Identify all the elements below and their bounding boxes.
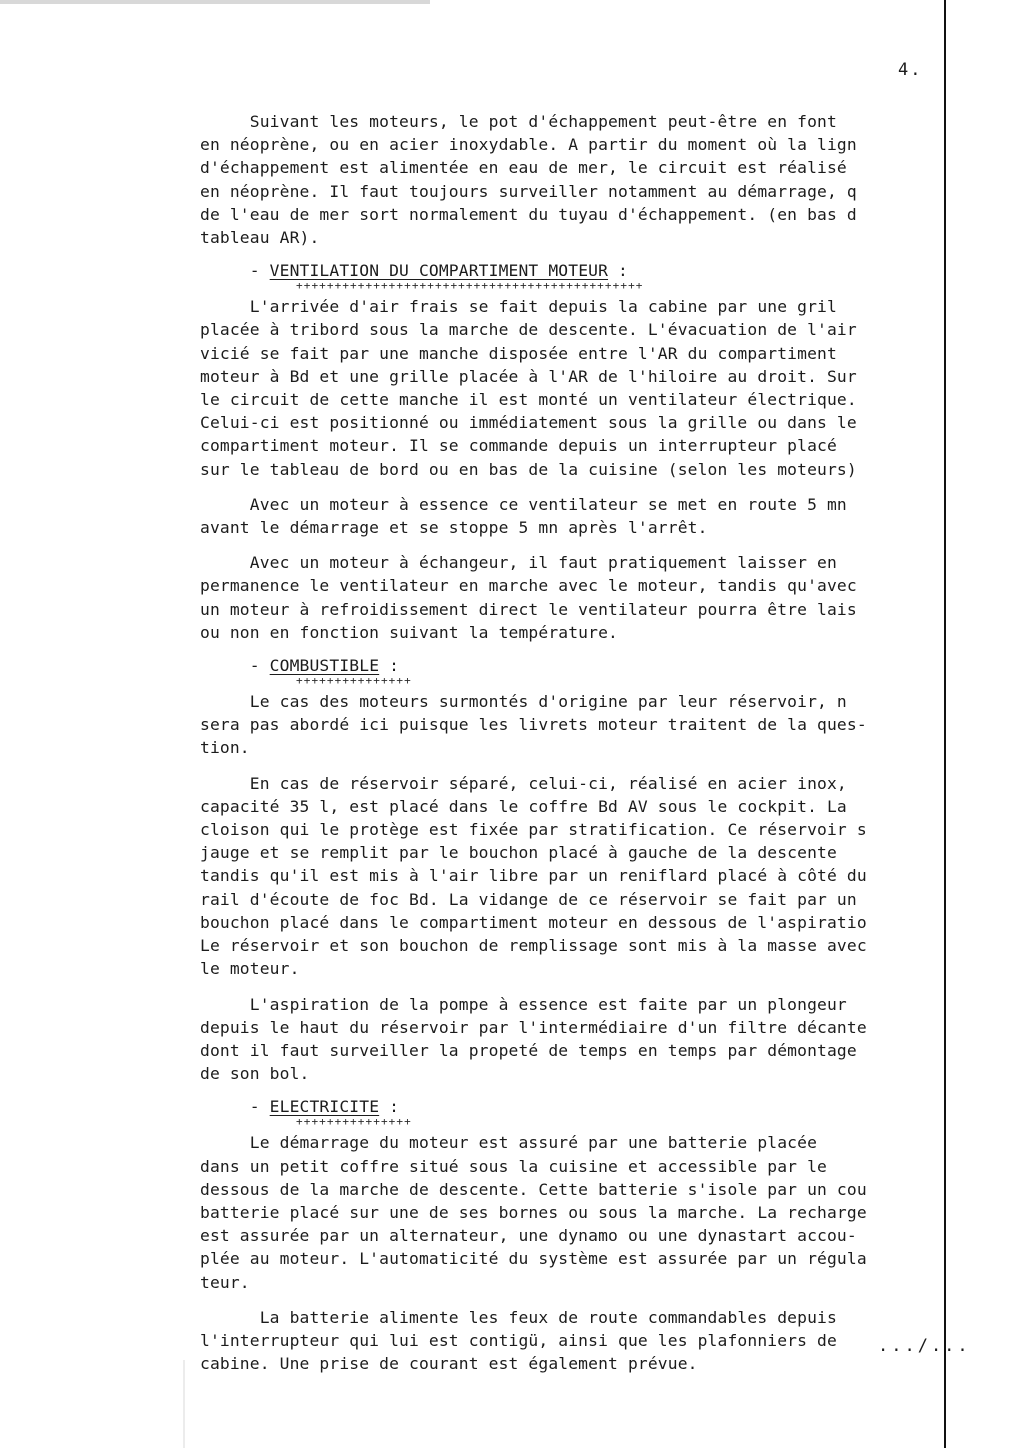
text-line: La batterie alimente les feux de route commandables depuis [200, 1307, 837, 1327]
text-line: Avec un moteur à essence ce ventilateur se met en route 5 mn [200, 494, 847, 514]
text-line: est assurée par un alternateur, une dynamo ou une dynastart accou- [200, 1226, 857, 1246]
text-line: depuis le haut du réservoir par l'intermédiaire d'un filtre décante [200, 1017, 867, 1037]
text-line: le moteur. [200, 959, 300, 979]
heading-prefix: - [200, 656, 270, 676]
body-text [200, 110, 1024, 1430]
heading-underline-mark: +++++++++++++++ [296, 674, 412, 688]
text-line: de l'eau de mer sort normalement du tuyau d'échappement. (en bas d [200, 204, 857, 224]
text-line: tableau AR). [200, 228, 320, 248]
text-line: en néoprène, ou en acier inoxydable. A partir du moment où la lign [200, 135, 857, 155]
text-line: L'arrivée d'air frais se fait depuis la cabine par une gril [200, 297, 837, 317]
text-line: un moteur à refroidissement direct le ventilateur pourra être lais [200, 599, 857, 619]
heading-title: VENTILATION DU COMPARTIMENT MOTEUR [269, 261, 609, 281]
text-line: en néoprène. Il faut toujours surveiller notamment au démarrage, q [200, 181, 857, 201]
section-heading-block [200, 261, 1024, 291]
text-line: cloison qui le protège est fixée par stratification. Ce réservoir s [200, 820, 867, 840]
heading-underline-mark: +++++++++++++++ [296, 1115, 412, 1129]
section-heading-block [200, 656, 1024, 686]
paragraph-gap [200, 1294, 1024, 1306]
section-gap [200, 249, 1024, 257]
text-line: dessous de la marche de descente. Cette batterie s'isole par un cou [200, 1179, 867, 1199]
text-line: de son bol. [200, 1064, 310, 1084]
text-line: moteur à Bd et une grille placée à l'AR de l'hiloire au droit. Sur [200, 366, 857, 386]
text-line: avant le démarrage et se stoppe 5 mn après l'arrêt. [200, 518, 708, 538]
continuation-mark: .../... [878, 1336, 971, 1356]
heading-suffix: : [379, 1097, 400, 1117]
text-line: Celui-ci est positionné ou immédiatement sous la grille ou dans le [200, 413, 857, 433]
section-gap [200, 644, 1024, 652]
paragraph-gap [200, 539, 1024, 551]
paragraph [200, 772, 1024, 981]
text-line: teur. [200, 1272, 250, 1292]
paragraph [200, 993, 1024, 1086]
text-line: ou non en fonction suivant la température. [200, 622, 618, 642]
text-line: cabine. Une prise de courant est également prévue. [200, 1354, 698, 1374]
text-line: l'interrupteur qui lui est contigü, ainsi que les plafonniers de [200, 1330, 837, 1350]
paragraph-gap [200, 981, 1024, 993]
scan-edge-left [183, 1360, 185, 1448]
heading-title: COMBUSTIBLE [269, 656, 380, 676]
section-heading-block [200, 1097, 1024, 1127]
text-line: placée à tribord sous la marche de descente. L'évacuation de l'air [200, 320, 857, 340]
heading-suffix: : [379, 656, 400, 676]
text-line: batterie placé sur une de ses bornes ou sous la marche. La recharge [200, 1202, 867, 1222]
paragraph [200, 1131, 1024, 1293]
section-electricite [200, 1097, 1024, 1375]
heading-underline-mark: +++++++++++++++++++++++++++++++++++++++++++++ [296, 279, 644, 293]
text-line: dont il faut surveiller la propeté de temps en temps par démontage [200, 1040, 857, 1060]
text-line: jauge et se remplit par le bouchon placé à gauche de la descente [200, 843, 837, 863]
text-line: d'échappement est alimentée en eau de mer, le circuit est réalisé [200, 158, 847, 178]
paragraph [200, 110, 1024, 249]
text-line: rail d'écoute de foc Bd. La vidange de ce réservoir se fait par un [200, 889, 857, 909]
section-ventilation [200, 261, 1024, 644]
paragraph [200, 690, 1024, 760]
paragraph [200, 493, 1024, 539]
section-combustible [200, 656, 1024, 1085]
heading-suffix: : [608, 261, 628, 281]
paragraph-gap [200, 481, 1024, 493]
heading-prefix: - [200, 261, 270, 281]
section-heading [200, 1097, 1024, 1117]
text-line: vicié se fait par une manche disposée entre l'AR du compartiment [200, 343, 837, 363]
heading-title: ELECTRICITE [269, 1097, 380, 1117]
page-number: 4. [898, 60, 923, 80]
section-gap [200, 1085, 1024, 1093]
text-line: Avec un moteur à échangeur, il faut pratiquement laisser en [200, 553, 837, 573]
text-line: capacité 35 l, est placé dans le coffre Bd AV sous le cockpit. La [200, 796, 847, 816]
paragraph-gap [200, 760, 1024, 772]
text-line: le circuit de cette manche il est monté un ventilateur électrique. [200, 390, 857, 410]
text-line: dans un petit coffre situé sous la cuisine et accessible par le [200, 1156, 827, 1176]
scan-edge-top [0, 0, 430, 4]
text-line: sur le tableau de bord ou en bas de la cuisine (selon les moteurs) [200, 459, 857, 479]
text-line: bouchon placé dans le compartiment moteur en dessous de l'aspiratio [200, 912, 867, 932]
paragraph [200, 295, 1024, 481]
heading-prefix: - [200, 1097, 270, 1117]
section-intro [200, 110, 1024, 249]
text-line: Suivant les moteurs, le pot d'échappement peut-être en font [200, 112, 837, 131]
text-line: compartiment moteur. Il se commande depuis un interrupteur placé [200, 436, 837, 456]
text-line: En cas de réservoir séparé, celui-ci, réalisé en acier inox, [200, 773, 847, 793]
text-line: sera pas abordé ici puisque les livrets moteur traitent de la ques- [200, 715, 867, 735]
section-heading [200, 656, 1024, 676]
text-line: L'aspiration de la pompe à essence est faite par un plongeur [200, 994, 847, 1014]
section-gap [200, 1375, 1024, 1383]
text-line: Le réservoir et son bouchon de remplissage sont mis à la masse avec [200, 936, 867, 956]
paragraph [200, 551, 1024, 644]
text-line: plée au moteur. L'automaticité du système est assurée par un régula [200, 1249, 867, 1269]
text-line: permanence le ventilateur en marche avec le moteur, tandis qu'avec [200, 576, 857, 596]
section-heading [200, 261, 1024, 281]
text-line: tandis qu'il est mis à l'air libre par un reniflard placé à côté du [200, 866, 867, 886]
text-line: Le démarrage du moteur est assuré par une batterie placée [200, 1133, 818, 1153]
text-line: Le cas des moteurs surmontés d'origine par leur réservoir, n [200, 692, 847, 712]
text-line: tion. [200, 738, 250, 758]
